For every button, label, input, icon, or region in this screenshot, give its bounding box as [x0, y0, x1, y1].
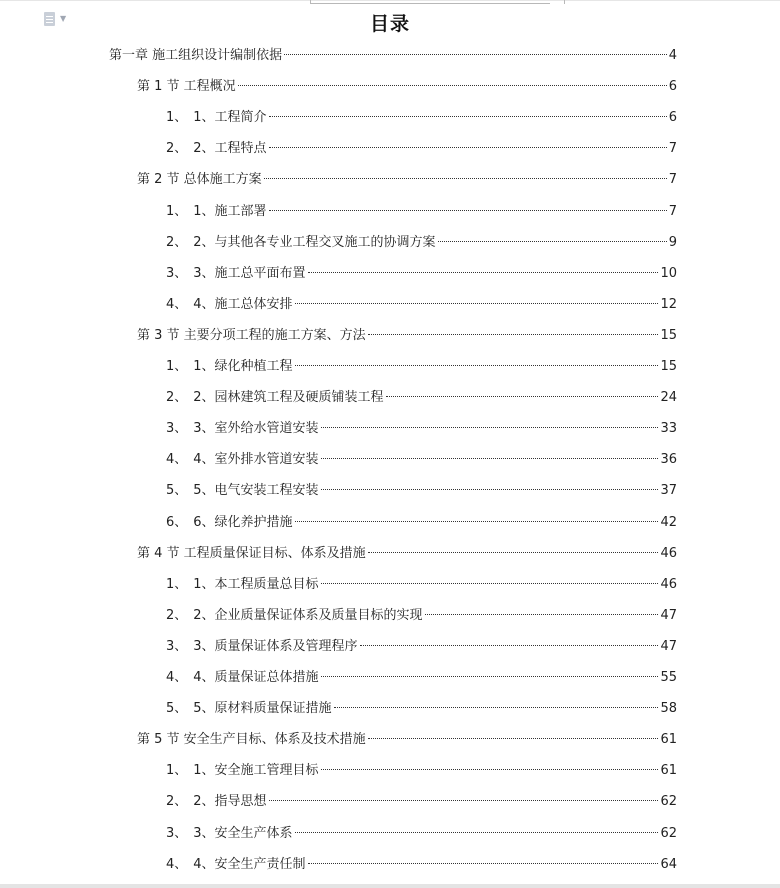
toc-entry[interactable] — [137, 171, 677, 189]
toc-entry-number: 3、 — [166, 265, 188, 281]
toc-entry-number: 1、 — [166, 359, 188, 374]
toc-entry-label: 4、质量保证总体措施 — [193, 670, 319, 685]
toc-entry-label: 2、与其他各专业工程交叉施工的协调方案 — [193, 234, 436, 250]
toc-entry-number: 4、 — [166, 296, 188, 312]
toc-entry-page-number: 7 — [668, 203, 677, 219]
toc-leader-dots — [321, 489, 659, 490]
toc-entry-page-number: 61 — [660, 732, 677, 748]
toc-entry[interactable] — [137, 78, 677, 96]
toc-entry-page-number: 4 — [668, 48, 677, 63]
toc-entry-label: 5、原材料质量保证措施 — [193, 701, 332, 717]
toc-entry-page-number: 58 — [660, 701, 677, 717]
toc-entry[interactable] — [166, 420, 677, 438]
toc-entry-label: 2、园林建筑工程及硬质铺装工程 — [193, 390, 384, 406]
toc-leader-dots — [386, 396, 659, 397]
toc-entry-label: 3、质量保证体系及管理程序 — [193, 638, 358, 654]
toc-entry-number: 2、 — [166, 390, 188, 406]
toc-entry-number: 1、 — [166, 576, 188, 592]
toc-entry[interactable] — [166, 203, 677, 221]
toc-entry-page-number: 42 — [660, 514, 677, 530]
toc-entry[interactable] — [166, 700, 677, 718]
toc-leader-dots — [308, 863, 659, 864]
toc-entry-label: 第 3 节 主要分项工程的施工方案、方法 — [137, 327, 366, 343]
toc-leader-dots — [321, 458, 659, 459]
toc-entry-label: 第 4 节 工程质量保证目标、体系及措施 — [137, 545, 366, 561]
toc-entry-number: 3、 — [166, 825, 188, 841]
toc-entry-label: 1、工程简介 — [193, 110, 267, 126]
toc-entry-number: 6、 — [166, 514, 188, 530]
toc-entry-number: 2、 — [166, 794, 188, 810]
toc-entry-number: 2、 — [166, 234, 188, 250]
toc-leader-dots — [264, 178, 667, 179]
toc-entry-page-number: 33 — [660, 421, 677, 437]
toc-leader-dots — [238, 85, 667, 86]
toc-entry[interactable] — [166, 234, 677, 252]
chevron-down-icon[interactable]: ▼ — [60, 14, 67, 23]
toc-leader-dots — [321, 583, 659, 584]
toc-entry-label: 3、室外给水管道安装 — [193, 421, 319, 437]
toc-entry-page-number: 6 — [668, 79, 677, 95]
toc-entry-page-number: 62 — [660, 794, 677, 810]
toc-entry[interactable] — [109, 47, 677, 65]
toc-entry[interactable] — [166, 856, 677, 874]
toc-leader-dots — [295, 521, 659, 522]
toc-leader-dots — [368, 552, 659, 553]
toc-entry-number: 1、 — [166, 110, 188, 126]
toc-entry-page-number: 7 — [668, 141, 677, 157]
toc-entry[interactable] — [137, 545, 677, 563]
toc-entry-page-number: 12 — [660, 296, 677, 312]
toc-entry-label: 2、企业质量保证体系及质量目标的实现 — [193, 607, 423, 623]
toc-entry-number: 2、 — [166, 607, 188, 623]
toc-entry-label: 第 1 节 工程概况 — [137, 79, 236, 95]
toc-entry[interactable] — [166, 109, 677, 127]
toc-entry-label: 第 5 节 安全生产目标、体系及技术措施 — [137, 732, 366, 748]
toc-entry-number: 2、 — [166, 141, 188, 157]
toc-leader-dots — [295, 832, 659, 833]
toc-entry-label: 1、本工程质量总目标 — [193, 576, 319, 592]
toc-entry[interactable] — [166, 638, 677, 656]
toc-leader-dots — [368, 334, 659, 335]
toc-entry-page-number: 64 — [660, 856, 677, 872]
toc-leader-dots — [334, 707, 659, 708]
toc-entry-page-number: 47 — [660, 607, 677, 623]
toc-entry-page-number: 9 — [668, 234, 677, 250]
toc-leader-dots — [269, 210, 667, 211]
toc-entry-label: 6、绿化养护措施 — [193, 514, 293, 530]
toc-entry-number: 3、 — [166, 421, 188, 437]
toc-leader-dots — [368, 738, 659, 739]
toc-leader-dots — [321, 676, 659, 677]
toc-entry-page-number: 36 — [660, 452, 677, 468]
toc-entry-number: 5、 — [166, 483, 188, 499]
toc-entry-number: 1、 — [166, 763, 188, 779]
toc-entry-label: 2、指导思想 — [193, 794, 267, 810]
toc-entry-number: 4、 — [166, 452, 188, 468]
toc-entry[interactable] — [166, 389, 677, 407]
toc-leader-dots — [269, 116, 667, 117]
toc-entry-label: 4、安全生产责任制 — [193, 856, 306, 872]
toc-entry[interactable] — [166, 514, 677, 532]
toc-entry[interactable] — [137, 327, 677, 345]
toc-entry-number: 4、 — [166, 670, 188, 685]
toc-entry[interactable] — [166, 825, 677, 843]
toc-leader-dots — [295, 365, 659, 366]
toc-leader-dots — [321, 769, 659, 770]
toc-entry[interactable] — [166, 762, 677, 780]
toc-leader-dots — [360, 645, 659, 646]
toc-entry-page-number: 10 — [660, 265, 677, 281]
toc-entry-label: 1、绿化种植工程 — [193, 359, 293, 374]
toc-entry[interactable] — [166, 482, 677, 500]
toc-entry-number: 5、 — [166, 701, 188, 717]
toc-entry-page-number: 15 — [660, 359, 677, 374]
toc-entry[interactable] — [166, 669, 677, 687]
toc-entry[interactable] — [137, 731, 677, 749]
toc-entry-label: 3、施工总平面布置 — [193, 265, 306, 281]
toc-leader-dots — [308, 272, 659, 273]
toc-leader-dots — [284, 54, 667, 55]
toc-entry[interactable] — [166, 451, 677, 469]
toc-entry[interactable] — [166, 296, 677, 314]
toc-entry-page-number: 61 — [660, 763, 677, 779]
toc-leader-dots — [269, 147, 667, 148]
toc-entry[interactable] — [166, 358, 677, 376]
toc-entry-page-number: 55 — [660, 670, 677, 685]
toc-entry-page-number: 47 — [660, 638, 677, 654]
toc-entry-label: 第一章 施工组织设计编制依据 — [109, 48, 283, 63]
toc-entry-page-number: 37 — [660, 483, 677, 499]
toc-leader-dots — [438, 241, 667, 242]
toc-entry-label: 第 2 节 总体施工方案 — [137, 172, 262, 188]
toc-entry-label: 1、施工部署 — [193, 203, 267, 219]
toc-leader-dots — [425, 614, 659, 615]
toc-entry-number: 1、 — [166, 203, 188, 219]
toc-entry-page-number: 24 — [660, 390, 677, 406]
toc-entry-page-number: 7 — [668, 172, 677, 188]
toc-leader-dots — [269, 800, 659, 801]
toc-entry-page-number: 6 — [668, 110, 677, 126]
toc-entry[interactable] — [166, 607, 677, 625]
toc-entry-page-number: 15 — [660, 327, 677, 343]
page-bottom-edge — [0, 884, 780, 888]
toc-entry-page-number: 46 — [660, 545, 677, 561]
toc-entry-label: 2、工程特点 — [193, 141, 267, 157]
toc-entry-number: 3、 — [166, 638, 188, 654]
page-title: 目录 — [369, 13, 410, 35]
toc-entry-page-number: 62 — [660, 825, 677, 841]
toc-leader-dots — [295, 303, 659, 304]
toc-leader-dots — [321, 427, 659, 428]
toc-entry-label: 4、室外排水管道安装 — [193, 452, 319, 468]
toc-entry[interactable] — [166, 140, 677, 158]
toc-entry[interactable] — [166, 793, 677, 811]
toc-entry-label: 1、安全施工管理目标 — [193, 763, 319, 779]
toc-entry-label: 3、安全生产体系 — [193, 825, 293, 841]
toc-entry[interactable] — [166, 265, 677, 283]
toc-entry-label: 4、施工总体安排 — [193, 296, 293, 312]
toc-entry-number: 4、 — [166, 856, 188, 872]
toc-entry[interactable] — [166, 576, 677, 594]
toc-entry-page-number: 46 — [660, 576, 677, 592]
toc-entry-label: 5、电气安装工程安装 — [193, 483, 319, 499]
